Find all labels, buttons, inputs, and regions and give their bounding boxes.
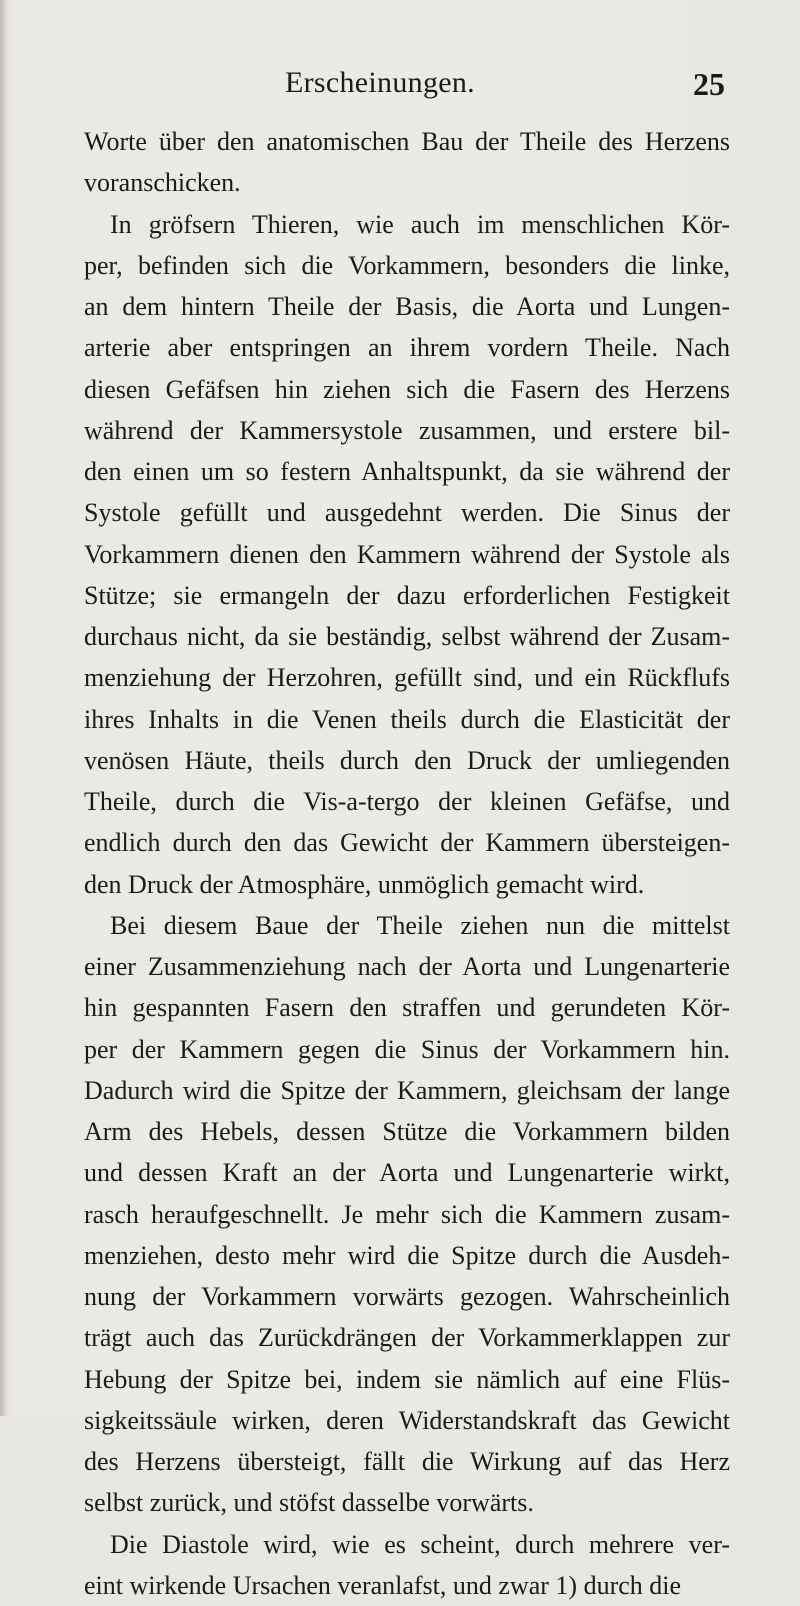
body-text: [84, 121, 730, 1606]
text-line: des Herzens übersteigt, fällt die Wirkung auf das Herz: [84, 1441, 730, 1482]
text-line: während der Kammersystole zusammen, und erstere bil-: [84, 410, 730, 451]
text-line: venösen Häute, theils durch den Druck der umliegenden: [84, 740, 730, 781]
text-line: sigkeitssäule wirken, deren Widerstandskraft das Gewicht: [84, 1400, 730, 1441]
text-line: Dadurch wird die Spitze der Kammern, gleichsam der lange: [84, 1070, 730, 1111]
text-line: eint wirkende Ursachen veranlafst, und zwar 1) durch die: [84, 1565, 730, 1606]
text-line: nung der Vorkammern vorwärts gezogen. Wahrscheinlich: [84, 1276, 730, 1317]
paragraph: [84, 204, 730, 905]
text-line: menziehung der Herzohren, gefüllt sind, und ein Rückflufs: [84, 657, 730, 698]
text-line: arterie aber entspringen an ihrem vordern Theile. Nach: [84, 327, 730, 368]
text-line: durchaus nicht, da sie beständig, selbst während der Zusam-: [84, 616, 730, 657]
page-number: 25: [693, 66, 725, 103]
text-line: ihres Inhalts in die Venen theils durch die Elasticität der: [84, 699, 730, 740]
text-line: den einen um so festern Anhaltspunkt, da sie während der: [84, 451, 730, 492]
paragraph: [84, 1524, 730, 1606]
paragraph: [84, 905, 730, 1524]
text-line: an dem hintern Theile der Basis, die Aorta und Lungen-: [84, 286, 730, 327]
text-line: Theile, durch die Vis-a-tergo der kleinen Gefäfse, und: [84, 781, 730, 822]
text-line: per der Kammern gegen die Sinus der Vorkammern hin.: [84, 1029, 730, 1070]
page-edge-shadow: [0, 0, 6, 1416]
text-line: rasch heraufgeschnellt. Je mehr sich die Kammern zusam-: [84, 1194, 730, 1235]
text-line: Systole gefüllt und ausgedehnt werden. Die Sinus der: [84, 492, 730, 533]
text-line: einer Zusammenziehung nach der Aorta und Lungenarterie: [84, 946, 730, 987]
running-head: [60, 66, 725, 106]
text-line: Bei diesem Baue der Theile ziehen nun die mittelst: [84, 905, 730, 946]
text-line: endlich durch den das Gewicht der Kammern übersteigen-: [84, 822, 730, 863]
text-line: Hebung der Spitze bei, indem sie nämlich auf eine Flüs-: [84, 1359, 730, 1400]
text-line: Worte über den anatomischen Bau der Theile des Herzens: [84, 121, 730, 162]
text-line: Stütze; sie ermangeln der dazu erforderlichen Festigkeit: [84, 575, 730, 616]
text-line: diesen Gefäfsen hin ziehen sich die Fasern des Herzens: [84, 369, 730, 410]
text-line: den Druck der Atmosphäre, unmöglich gemacht wird.: [84, 864, 730, 905]
text-line: und dessen Kraft an der Aorta und Lungenarterie wirkt,: [84, 1152, 730, 1193]
text-line: selbst zurück, und stöfst dasselbe vorwärts.: [84, 1482, 730, 1523]
paragraph: [84, 121, 730, 204]
text-line: menziehen, desto mehr wird die Spitze durch die Ausdeh-: [84, 1235, 730, 1276]
text-line: hin gespannten Fasern den straffen und gerundeten Kör-: [84, 987, 730, 1028]
text-line: Vorkammern dienen den Kammern während der Systole als: [84, 534, 730, 575]
text-line: Die Diastole wird, wie es scheint, durch mehrere ver-: [84, 1524, 730, 1565]
text-line: voranschicken.: [84, 162, 730, 203]
text-line: trägt auch das Zurückdrängen der Vorkammerklappen zur: [84, 1317, 730, 1358]
running-title: Erscheinungen.: [285, 66, 475, 100]
text-line: per, befinden sich die Vorkammern, besonders die linke,: [84, 245, 730, 286]
text-line: Arm des Hebels, dessen Stütze die Vorkammern bilden: [84, 1111, 730, 1152]
text-line: In gröfsern Thieren, wie auch im menschlichen Kör-: [84, 204, 730, 245]
